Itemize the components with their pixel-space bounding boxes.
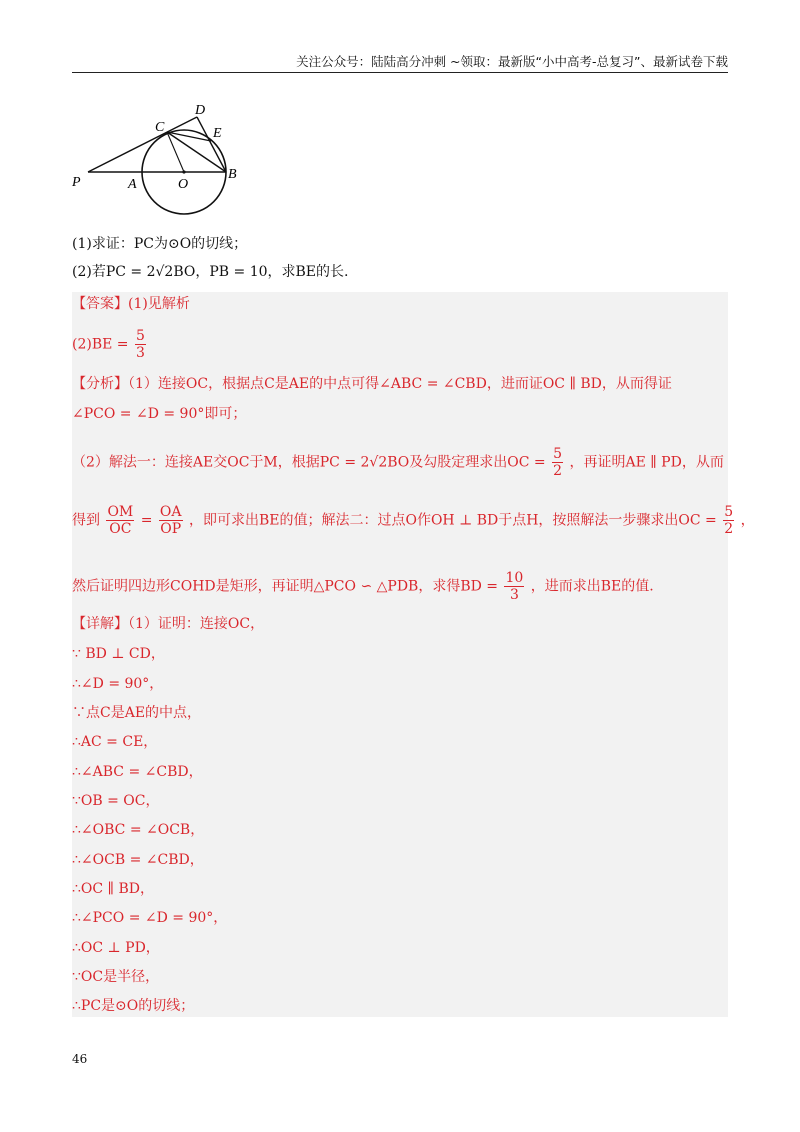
- detail-step: ∴∠D = 90°，: [72, 676, 164, 692]
- label-o: O: [178, 177, 189, 192]
- analysis-p2-l2a: 得到: [72, 512, 100, 529]
- analysis-fraction-op: OP: [160, 521, 182, 537]
- analysis-p2-l1a: （2）解法一：连接AE交OC于M，根据PC = 2√2BO及勾股定理求出OC =: [72, 454, 546, 471]
- analysis-fraction-bd-den: 3: [509, 587, 519, 603]
- detail-step: ∴∠OBC = ∠OCB，: [72, 822, 205, 838]
- detail-step: ∴OC ∥ BD，: [72, 881, 154, 897]
- detail-step: ∵点C是AE的中点，: [72, 705, 202, 721]
- analysis-fraction-oc-3-den: 2: [724, 521, 734, 537]
- analysis-p2-l3a: 然后证明四边形COHD是矩形，再证明△PCO ∽ △PDB，求得BD =: [72, 578, 499, 595]
- detail-step: ∵OB = OC，: [72, 793, 160, 809]
- analysis-line-3: [72, 446, 724, 479]
- question-part-1: (1)求证：PC为⊙O的切线；: [72, 236, 248, 252]
- detail-intro: （1）证明：连接OC，: [128, 616, 265, 632]
- detail-step: ∵ BD ⊥ CD，: [72, 646, 165, 662]
- answer-fraction: [135, 328, 146, 361]
- analysis-fraction-oc-3: [723, 504, 734, 537]
- analysis-p2-l2c: ，: [740, 512, 755, 529]
- geometry-figure: [60, 98, 260, 223]
- label-a: A: [128, 177, 137, 192]
- analysis-line-2: ∠PCO = ∠D = 90°即可；: [72, 406, 247, 422]
- analysis-fraction-bd-num: 10: [505, 570, 524, 586]
- analysis-fraction-om: OM: [107, 504, 134, 520]
- answer-fraction-num: 5: [135, 328, 145, 344]
- answer-label: 【答案】: [72, 296, 128, 312]
- analysis-p1-l1: （1）连接OC，根据点C是AE的中点可得∠ABC = ∠CBD，进而证OC ∥ BD，从而得证: [128, 376, 672, 392]
- analysis-fraction-oc-2: OC: [109, 521, 132, 537]
- segment-db: [197, 117, 226, 172]
- detail-step: ∴AC = CE，: [72, 734, 158, 750]
- answer-line-2: [72, 328, 148, 361]
- detail-step: ∴∠ABC = ∠CBD，: [72, 764, 203, 780]
- analysis-line-5: [72, 570, 654, 603]
- solution-block: [72, 292, 755, 1017]
- analysis-fraction-oc-3-num: 5: [724, 504, 734, 520]
- label-d: D: [195, 103, 206, 118]
- center-dot: [182, 170, 185, 173]
- page-number: 46: [72, 1052, 88, 1066]
- analysis-equals: =: [140, 512, 153, 529]
- analysis-fraction-oc-den: 2: [553, 463, 563, 479]
- analysis-fraction-oa: OA: [159, 504, 182, 520]
- analysis-line-1: [72, 374, 672, 394]
- analysis-p2-l3b: ，进而求出BE的值.: [530, 578, 654, 595]
- detail-step: ∵OC是半径，: [72, 969, 160, 985]
- answer-part-2-prefix: (2)BE =: [72, 336, 129, 353]
- detail-label: 【详解】: [72, 616, 128, 632]
- analysis-fraction-bd: [504, 570, 524, 603]
- analysis-p2-l2b: ，即可求出BE的值；解法二：过点O作OH ⊥ BD于点H，按照解法一步骤求出OC =: [188, 512, 717, 529]
- header-rule: [72, 72, 728, 73]
- detail-step: ∴∠OCB = ∠CBD，: [72, 852, 204, 868]
- analysis-fraction-oc-num: 5: [553, 446, 563, 462]
- analysis-fraction-om-oc: [106, 504, 134, 537]
- detail-step: ∴OC ⊥ PD，: [72, 940, 160, 956]
- analysis-p2-l1b: ，再证明AE ∥ PD，从而: [569, 454, 724, 471]
- answer-part-1: (1)见解析: [128, 296, 190, 312]
- answer-fraction-den: 3: [135, 345, 145, 361]
- analysis-line-4: [72, 504, 755, 537]
- question-part-2: (2)若PC = 2√2BO，PB = 10，求BE的长.: [72, 264, 349, 280]
- analysis-fraction-oa-op: [159, 504, 183, 537]
- analysis-label: 【分析】: [72, 376, 128, 392]
- label-b: B: [228, 167, 237, 182]
- detail-step: ∴∠PCO = ∠D = 90°，: [72, 910, 228, 926]
- analysis-fraction-oc: [552, 446, 563, 479]
- answer-line-1: [72, 294, 190, 314]
- detail-line-intro: [72, 614, 264, 634]
- label-e: E: [213, 126, 222, 141]
- label-p: P: [72, 175, 81, 190]
- detail-step: ∴PC是⊙O的切线；: [72, 998, 195, 1014]
- page-header: 关注公众号：陆陆高分冲刺 ~领取：最新版“小中高考-总复习”、最新试卷下载: [296, 54, 728, 69]
- label-c: C: [155, 120, 165, 135]
